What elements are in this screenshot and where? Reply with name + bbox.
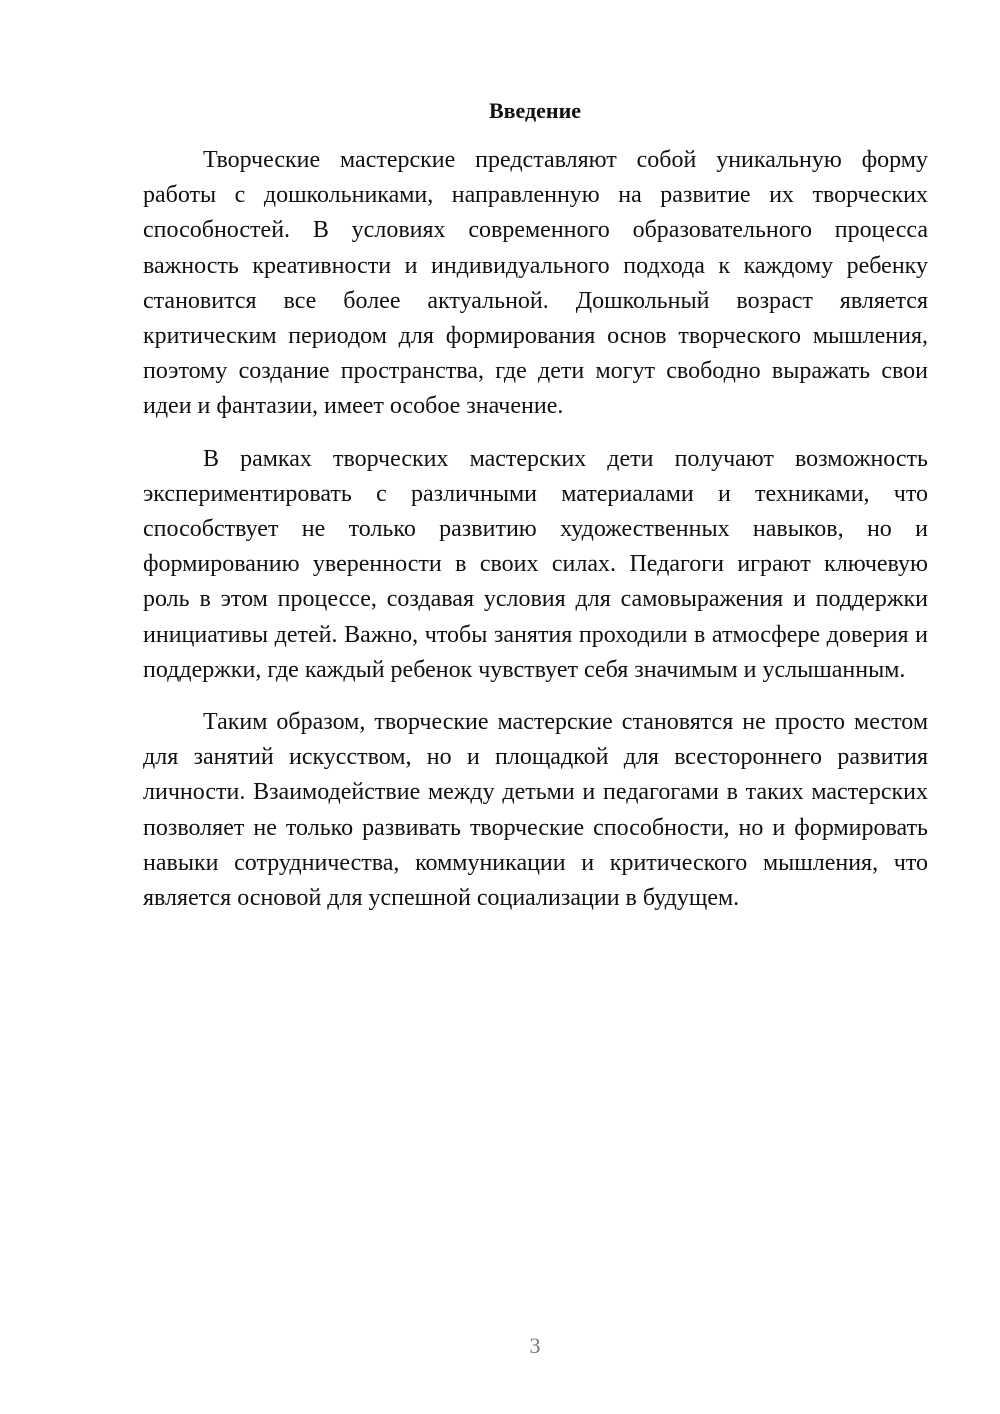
paragraph-3: Таким образом, творческие мастерские становятся не просто местом для занятий искусством, но и площадкой для всестороннего развития личности. Взаимодействие между детьми и педагогами в таких мастерских позволяет не только развивать творческие способности, но и формировать навыки сотрудничества, коммуникации и критического мышления, что является основой для успешной социализации в будущем. <box>143 709 928 912</box>
page-title: Введение <box>488 98 582 123</box>
body-text <box>143 143 928 933</box>
paragraph-1: Творческие мастерские представляют собой уникальную форму работы с дошкольниками, направленную на развитие их творческих способностей. В условиях современного образовательного процесса важность креативности и индивидуального подхода к каждому ребенку становится все более актуальной. Дошкольный возраст является критическим периодом для формирования основ творческого мышления, поэтому создание пространства, где дети могут свободно выражать свои идеи и фантазии, имеет особое значение. <box>143 147 928 420</box>
paragraph-2: В рамках творческих мастерских дети получают возможность экспериментировать с различными материалами и техниками, что способствует не только развитию художественных навыков, но и формированию уверенности в своих силах. Педагоги играют ключевую роль в этом процессе, создавая условия для самовыражения и поддержки инициативы детей. Важно, чтобы занятия проходили в атмосфере доверия и поддержки, где каждый ребенок чувствует себя значимым и услышанным. <box>143 445 928 683</box>
page-number: 3 <box>529 1333 541 1358</box>
